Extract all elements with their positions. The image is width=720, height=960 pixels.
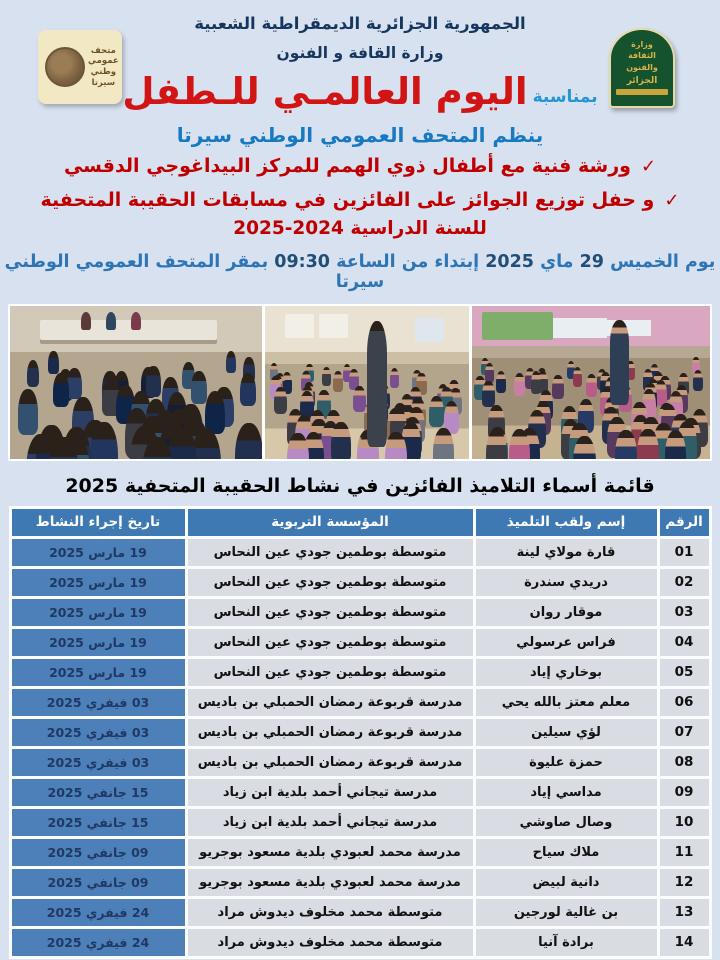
school-name: متوسطة بوطمين جودي عين النحاس xyxy=(186,627,474,657)
event-photo-3 xyxy=(10,306,262,459)
activity-date: 24 فيفري 2025 xyxy=(10,927,186,957)
student-name: لؤي سيلين xyxy=(474,717,658,747)
school-name: مدرسة محمد لعبودي بلدية مسعود بوجريو xyxy=(186,867,474,897)
bullet-item-1 xyxy=(0,152,720,181)
stamp-line: سيرتا xyxy=(91,77,116,88)
activity-date: 19 مارس 2025 xyxy=(10,627,186,657)
event-title: اليوم العالمـي للـطفل xyxy=(122,70,528,114)
table-row xyxy=(10,867,710,897)
school-year-line xyxy=(0,218,720,239)
school-name: متوسطة بوطمين جودي عين النحاس xyxy=(186,537,474,567)
jury-figure xyxy=(81,312,91,330)
header-activity-date: تاريخ إجراء النشاط xyxy=(10,507,186,537)
stamp-line: متحف xyxy=(90,45,116,56)
table-row xyxy=(10,567,710,597)
table-row xyxy=(10,657,710,687)
school-name: متوسطة بوطمين جودي عين النحاس xyxy=(186,567,474,597)
table-row xyxy=(10,807,710,837)
table-row xyxy=(10,687,710,717)
school-name: مدرسة قربوعة رمضان الحمبلي بن باديس xyxy=(186,687,474,717)
school-name: متوسطة محمد مخلوف ديدوش مراد xyxy=(186,927,474,957)
date-day: 29 xyxy=(579,251,604,272)
date-word: إبتداء من الساعة xyxy=(336,251,480,272)
ministry-logo-line: وزارة xyxy=(631,40,653,49)
student-name: قارة مولاي لينة xyxy=(474,537,658,567)
occasion-prefix: بمناسبة xyxy=(532,87,598,107)
header-student-name: إسم ولقب التلميذ xyxy=(474,507,658,537)
row-number: 10 xyxy=(658,807,710,837)
row-number: 08 xyxy=(658,747,710,777)
row-number: 14 xyxy=(658,927,710,957)
date-year: 2025 xyxy=(485,251,534,272)
bullet-text: ورشة فنية مع أطفال ذوي الهمم للمركز البيداغوجي الدقسي xyxy=(63,155,631,177)
row-number: 11 xyxy=(658,837,710,867)
row-number: 06 xyxy=(658,687,710,717)
activity-date: 03 فيفري 2025 xyxy=(10,687,186,717)
ministry-logo-country: الجزائر xyxy=(626,76,658,87)
table-row xyxy=(10,777,710,807)
event-datetime-line xyxy=(0,252,720,292)
school-name: مدرسة قربوعة رمضان الحمبلي بن باديس xyxy=(186,747,474,777)
school-name: مدرسة تيجاني أحمد بلدية ابن زياد xyxy=(186,807,474,837)
table-row xyxy=(10,747,710,777)
student-name: معلم معتز بالله يحي xyxy=(474,687,658,717)
student-name: موقار روان xyxy=(474,597,658,627)
school-year-value: 2025-2024 xyxy=(233,217,344,239)
table-row xyxy=(10,537,710,567)
table-row xyxy=(10,897,710,927)
row-number: 02 xyxy=(658,567,710,597)
student-name: ملاك سياح xyxy=(474,837,658,867)
museum-stamp-logo xyxy=(38,30,122,104)
header-school: المؤسسة التربوية xyxy=(186,507,474,537)
jury-figure xyxy=(106,312,116,330)
winners-table xyxy=(9,506,712,959)
activity-date: 15 جانفي 2025 xyxy=(10,807,186,837)
activity-date: 15 جانفي 2025 xyxy=(10,777,186,807)
activity-date: 09 جانفي 2025 xyxy=(10,837,186,867)
activity-date: 19 مارس 2025 xyxy=(10,567,186,597)
row-number: 13 xyxy=(658,897,710,927)
ministry-line: وزارة القافة و الفنون xyxy=(276,44,444,62)
bullet-item-2 xyxy=(0,186,720,215)
check-icon: ✓ xyxy=(664,190,680,212)
school-name: متوسطة بوطمين جودي عين النحاس xyxy=(186,597,474,627)
row-number: 05 xyxy=(658,657,710,687)
row-number: 07 xyxy=(658,717,710,747)
activity-date: 24 فيفري 2025 xyxy=(10,897,186,927)
winners-list-heading: قائمة أسماء التلاميذ الفائزين في نشاط الحقيبة المتحفية 2025 xyxy=(65,474,655,497)
school-name: مدرسة قربوعة رمضان الحمبلي بن باديس xyxy=(186,717,474,747)
coin-icon xyxy=(45,47,85,87)
school-name: متوسطة محمد مخلوف ديدوش مراد xyxy=(186,897,474,927)
table-row xyxy=(10,927,710,957)
activity-date: 19 مارس 2025 xyxy=(10,537,186,567)
row-number: 12 xyxy=(658,867,710,897)
header-number: الرقم xyxy=(658,507,710,537)
museum-stamp-text xyxy=(88,46,119,89)
school-name: مدرسة تيجاني أحمد بلدية ابن زياد xyxy=(186,777,474,807)
photo-collage xyxy=(8,304,712,461)
ministry-logo-band xyxy=(616,89,669,95)
row-number: 03 xyxy=(658,597,710,627)
organizer-line: ينظم المتحف العمومي الوطني سيرتا xyxy=(176,123,544,147)
student-name: بوخاري إياد xyxy=(474,657,658,687)
check-icon: ✓ xyxy=(640,156,657,177)
row-number: 04 xyxy=(658,627,710,657)
event-photo-1 xyxy=(472,306,710,459)
student-name: مداسي إياد xyxy=(474,777,658,807)
jury-figure xyxy=(131,312,141,330)
student-name: بن غالية لورجين xyxy=(474,897,658,927)
school-year-label: للسنة الدراسية xyxy=(350,217,487,239)
student-name: دانية لبيض xyxy=(474,867,658,897)
stamp-line: وطني xyxy=(90,67,117,77)
table-row xyxy=(10,837,710,867)
table-row xyxy=(10,597,710,627)
stamp-line: عمومي xyxy=(88,56,119,67)
table-row xyxy=(10,627,710,657)
ministry-logo-line: الثقافة xyxy=(628,51,656,61)
student-name: دريدي سندرة xyxy=(474,567,658,597)
venue-text: بمقر المتحف العمومي الوطني سيرتا xyxy=(4,251,385,292)
date-word: يوم الخميس xyxy=(610,251,716,272)
activity-date: 09 جانفي 2025 xyxy=(10,867,186,897)
school-name: متوسطة بوطمين جودي عين النحاس xyxy=(186,657,474,687)
ministry-logo xyxy=(609,28,675,108)
row-number: 01 xyxy=(658,537,710,567)
speaker-figure xyxy=(367,321,387,446)
student-name: برادة آنيا xyxy=(474,927,658,957)
activity-date: 03 فيفري 2025 xyxy=(10,747,186,777)
event-time: 09:30 xyxy=(274,251,330,272)
student-name: فراس عرسولي xyxy=(474,627,658,657)
activity-date: 19 مارس 2025 xyxy=(10,597,186,627)
date-month: ماي xyxy=(540,251,574,272)
row-number: 09 xyxy=(658,777,710,807)
activity-date: 03 فيفري 2025 xyxy=(10,717,186,747)
student-name: حمزة عليوة xyxy=(474,747,658,777)
speaker-figure xyxy=(610,320,629,406)
ministry-logo-line: والفنون xyxy=(626,62,658,72)
republic-line: الجمهورية الجزائرية الديمقراطية الشعبية xyxy=(194,14,526,33)
table-header-row xyxy=(10,507,710,537)
student-name: وصال صاوشي xyxy=(474,807,658,837)
activity-date: 19 مارس 2025 xyxy=(10,657,186,687)
table-row xyxy=(10,717,710,747)
school-name: مدرسة محمد لعبودي بلدية مسعود بوجريو xyxy=(186,837,474,867)
bullet-text: و حفل توزيع الجوائز على الفائزين في مسابقات الحقيبة المتحفية xyxy=(40,189,655,212)
event-photo-2 xyxy=(265,306,469,459)
